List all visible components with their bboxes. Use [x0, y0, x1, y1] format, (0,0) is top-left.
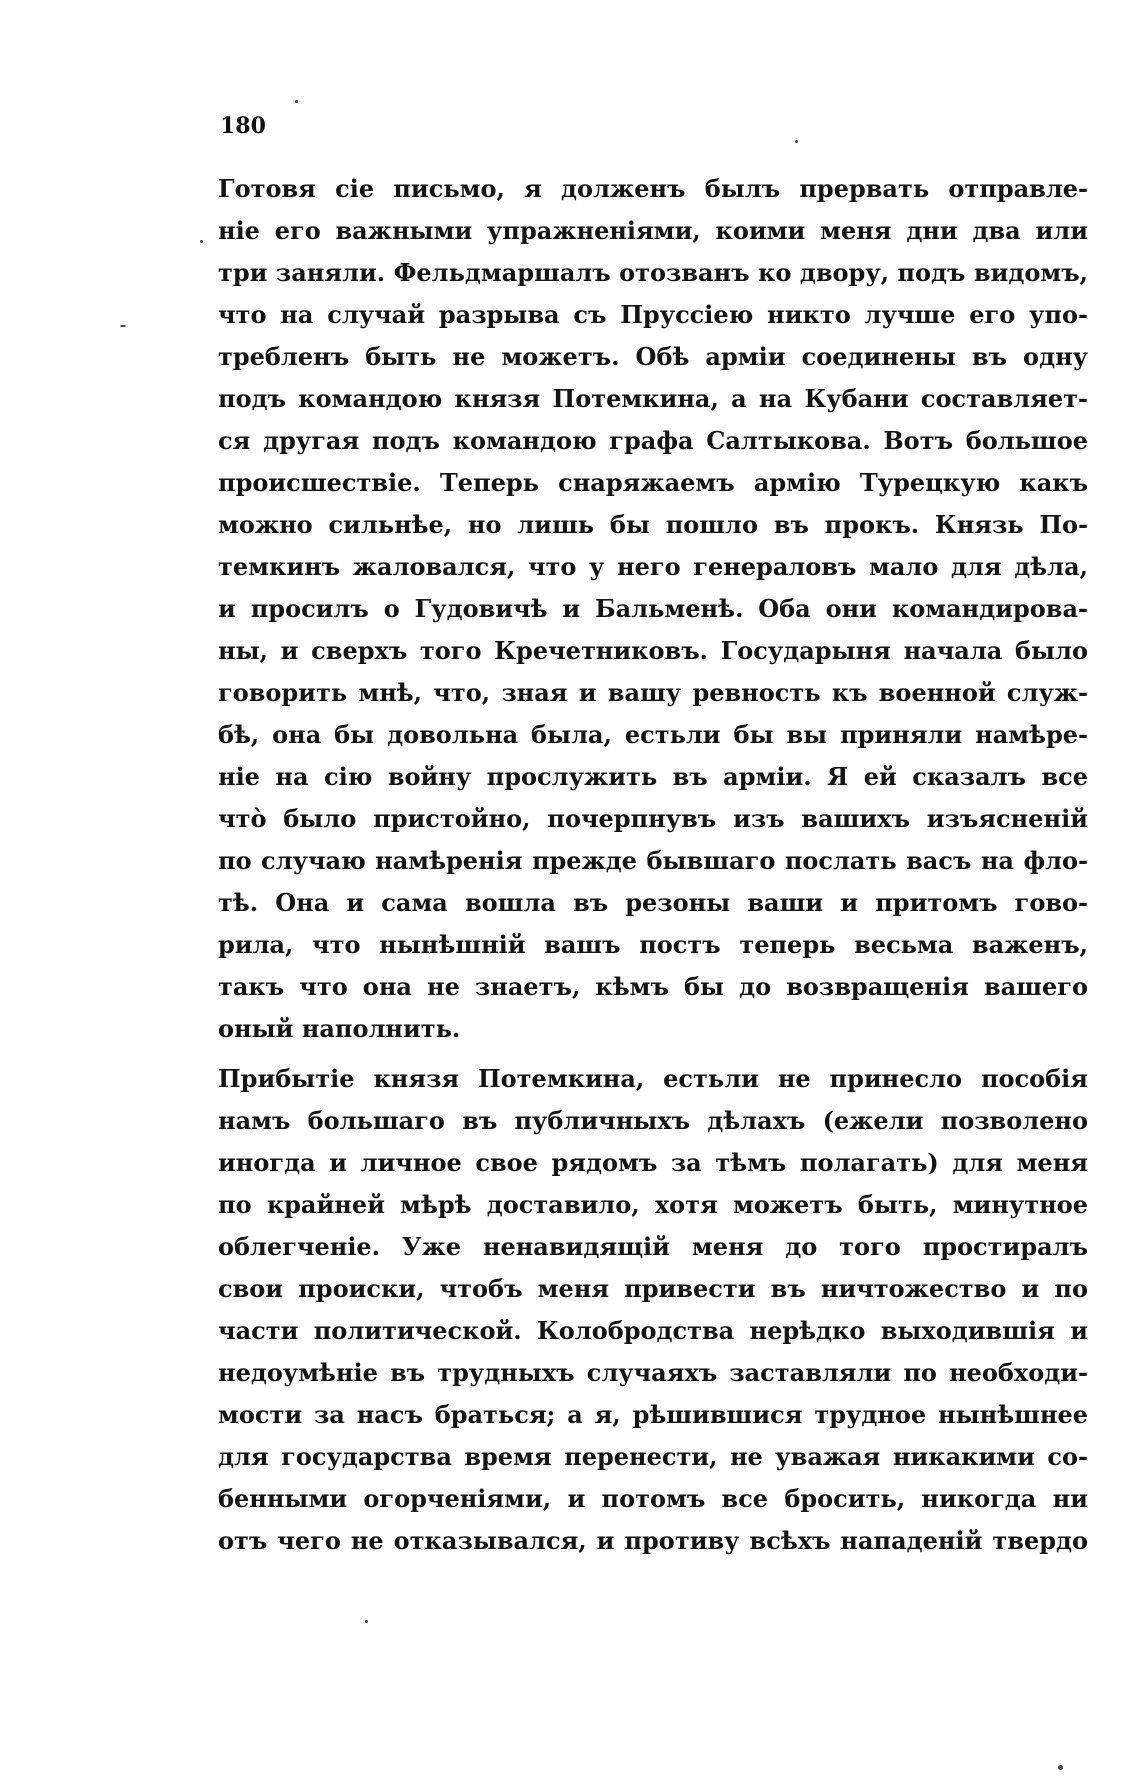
text-line: облегченіе. Уже ненавидящій меня до того простиралъ	[218, 1232, 1088, 1261]
text-line: можно сильнѣе, но лишь бы пошло въ прокъ. Князь По-	[218, 510, 1088, 539]
text-line: и просилъ о Гудовичѣ и Бальменѣ. Оба они командирова-	[218, 594, 1088, 623]
text-line: бенными огорченіями, и потомъ все бросить, никогда ни	[218, 1484, 1088, 1513]
text-line: оный наполнить.	[218, 1014, 461, 1043]
text-line: подъ командою князя Потемкина, а на Кубани составляет-	[218, 384, 1088, 413]
text-line: недоумѣніе въ трудныхъ случаяхъ заставляли по необходи-	[218, 1358, 1088, 1387]
text-line: требленъ быть не можетъ. Обѣ арміи соединены въ одну	[218, 342, 1088, 371]
text-line: ніе его важными упражненіями, коими меня дни два или	[218, 216, 1088, 245]
scan-speck	[120, 325, 126, 327]
body-text	[218, 168, 1088, 1562]
text-line: Прибытіе князя Потемкина, естьли не принесло пособія	[218, 1064, 1088, 1093]
text-line: рила, что нынѣшній вашъ постъ теперь весьма важенъ,	[218, 930, 1088, 959]
text-line: по крайней мѣрѣ доставило, хотя можетъ быть, минутное	[218, 1190, 1088, 1219]
text-line: три заняли. Фельдмаршалъ отозванъ ко двору, подъ видомъ,	[218, 258, 1088, 287]
text-line: происшествіе. Теперь снаряжаемъ армію Турецкую какъ	[218, 468, 1088, 497]
paragraph-2	[218, 1058, 1088, 1562]
text-line: ніе на сію войну прослужить въ арміи. Я ей сказалъ все	[218, 762, 1088, 791]
scan-speck	[795, 140, 798, 143]
text-line: ся другая подъ командою графа Салтыкова. Вотъ большое	[218, 426, 1088, 455]
text-line: по случаю намѣренія прежде бывшаго послать васъ на фло-	[218, 846, 1088, 875]
text-line: мости за насъ браться; а я, рѣшившися трудное нынѣшнее	[218, 1400, 1088, 1429]
paragraph-1	[218, 168, 1088, 1050]
text-line: иногда и личное свое рядомъ за тѣмъ полагать) для меня	[218, 1148, 1088, 1177]
scan-speck	[200, 240, 203, 243]
text-line: ны, и сверхъ того Кречетниковъ. Государыня начала было	[218, 636, 1088, 665]
text-line: что̀ было пристойно, почерпнувъ изъ вашихъ изъясненій	[218, 804, 1088, 833]
text-line: отъ чего не отказывался, и противу всѣхъ нападеній твердо	[218, 1526, 1088, 1555]
text-line: такъ что она не знаетъ, кѣмъ бы до возвращенія вашего	[218, 972, 1088, 1001]
page-number: 180	[220, 113, 266, 139]
text-line: части политической. Колобродства нерѣдко выходившія и	[218, 1316, 1088, 1345]
text-line: тѣ. Она и сама вошла въ резоны ваши и притомъ гово-	[218, 888, 1088, 917]
scan-speck	[1058, 1765, 1063, 1770]
text-line: бѣ, она бы довольна была, естьли бы вы приняли намѣре-	[218, 720, 1088, 749]
text-line: намъ большаго въ публичныхъ дѣлахъ (ежели позволено	[218, 1106, 1088, 1135]
paragraph-gap	[218, 1050, 1088, 1058]
text-line: что на случай разрыва съ Пруссіею никто лучше его упо-	[218, 300, 1088, 329]
scan-speck	[365, 1620, 368, 1623]
text-line: свои происки, чтобъ меня привести въ ничтожество и по	[218, 1274, 1088, 1303]
text-line: темкинъ жаловался, что у него генераловъ мало для дѣла,	[218, 552, 1088, 581]
scan-speck	[295, 100, 298, 103]
text-line: Готовя сіе письмо, я долженъ былъ прервать отправле-	[218, 174, 1088, 203]
text-line: для государства время перенести, не уважая никакими со-	[218, 1442, 1088, 1471]
text-line: говорить мнѣ, что, зная и вашу ревность къ военной служ-	[218, 678, 1088, 707]
